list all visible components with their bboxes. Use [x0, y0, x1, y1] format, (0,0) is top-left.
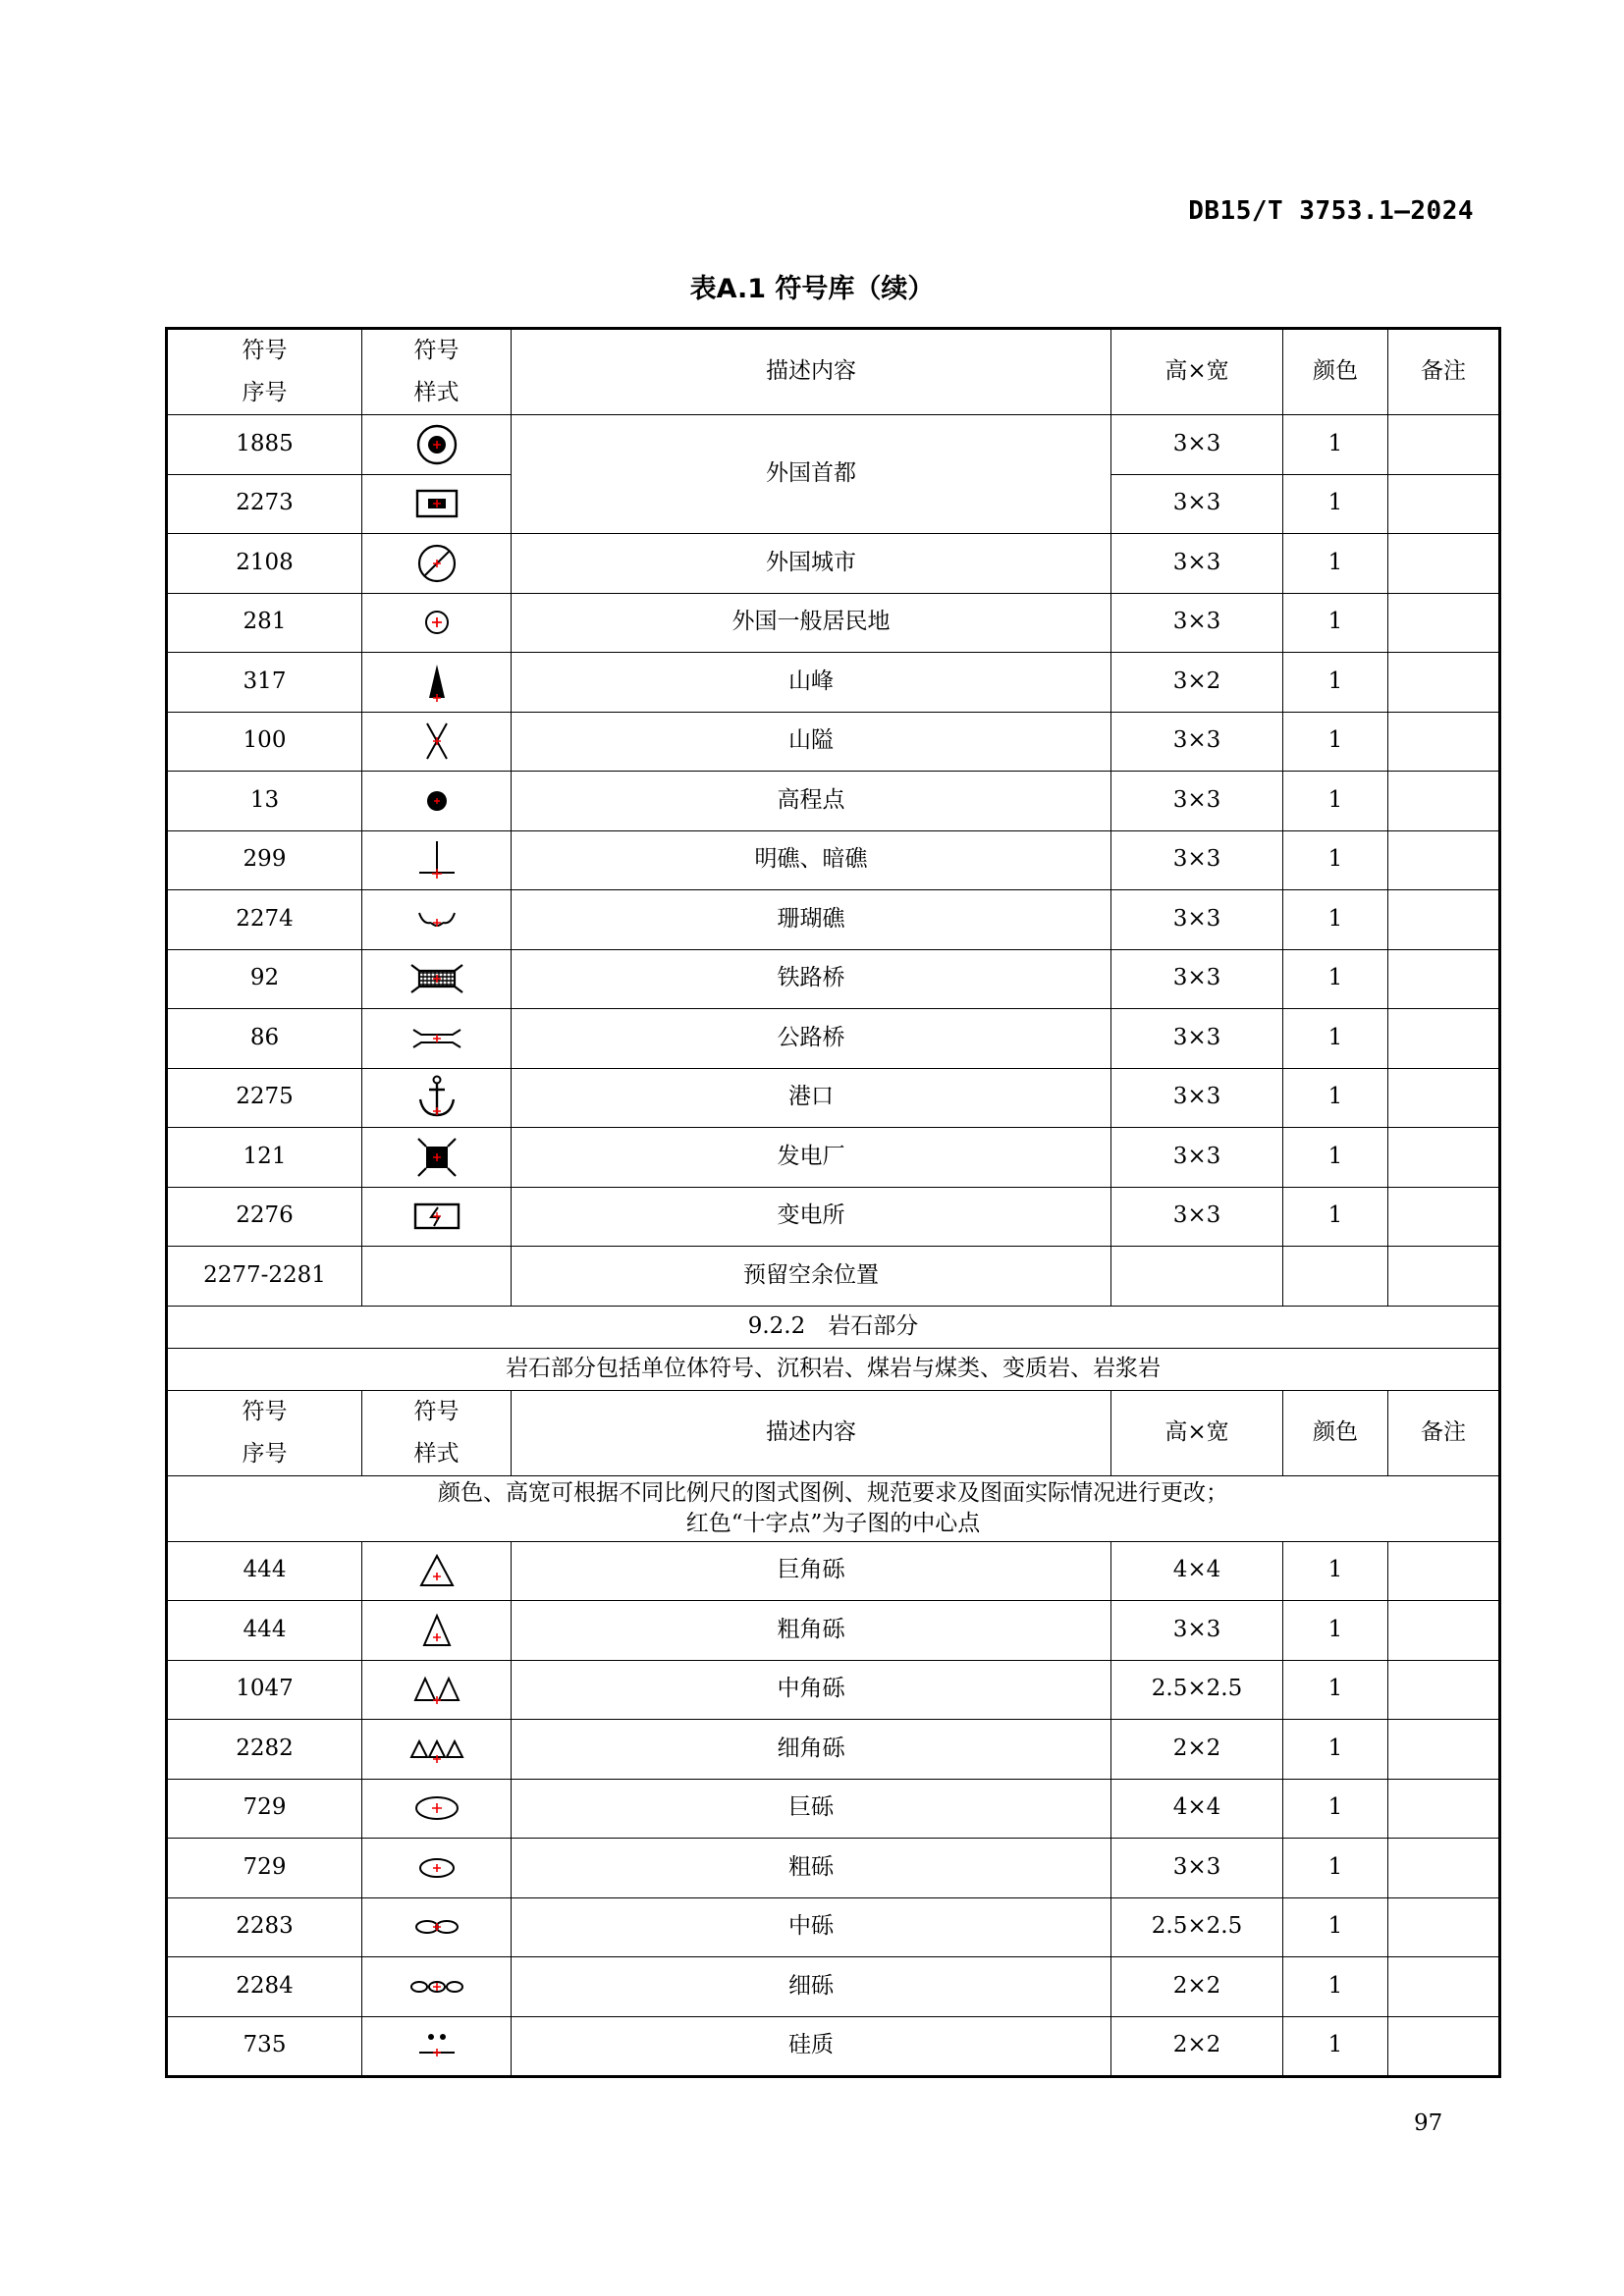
desc-cell: 发电厂: [512, 1128, 1111, 1188]
seq-cell: 100: [167, 712, 362, 772]
table-row: [167, 830, 1500, 890]
elevation-point-icon: [362, 772, 512, 831]
table-row: [167, 534, 1500, 594]
remark-cell: [1388, 593, 1500, 653]
seq-cell: 121: [167, 1128, 362, 1188]
size-cell: 3×3: [1111, 1009, 1283, 1069]
seq-cell: 1885: [167, 415, 362, 475]
desc-cell: 铁路桥: [512, 949, 1111, 1009]
table-row: [167, 1957, 1500, 2017]
remark-cell: [1388, 949, 1500, 1009]
color-cell: 1: [1283, 1601, 1388, 1661]
seq-cell: 444: [167, 1601, 362, 1661]
remark-cell: [1388, 772, 1500, 831]
table-row: [167, 772, 1500, 831]
desc-cell: 细角砾: [512, 1720, 1111, 1780]
desc-cell: 外国一般居民地: [512, 593, 1111, 653]
color-cell: 1: [1283, 1541, 1388, 1601]
header-desc: 描述内容: [512, 1390, 1111, 1475]
size-cell: 3×3: [1111, 890, 1283, 950]
boulder-gravel-icon: [362, 1779, 512, 1839]
remark-cell: [1388, 1187, 1500, 1247]
desc-cell: 粗角砾: [512, 1601, 1111, 1661]
seq-cell: 729: [167, 1839, 362, 1898]
color-cell: 1: [1283, 474, 1388, 534]
desc-cell: 山隘: [512, 712, 1111, 772]
desc-cell: 中角砾: [512, 1660, 1111, 1720]
document-code: DB15/T 3753.1—2024: [1188, 196, 1474, 226]
remark-cell: [1388, 1957, 1500, 2017]
seq-cell: 2283: [167, 1897, 362, 1957]
mountain-pass-icon: [362, 712, 512, 772]
desc-cell: 珊瑚礁: [512, 890, 1111, 950]
color-cell: 1: [1283, 1128, 1388, 1188]
desc-cell: 细砾: [512, 1957, 1111, 2017]
railway-bridge-icon: [362, 949, 512, 1009]
seq-cell: 2274: [167, 890, 362, 950]
size-cell: 3×2: [1111, 653, 1283, 713]
size-cell: 3×3: [1111, 1839, 1283, 1898]
foreign-capital-circle-icon: [362, 415, 512, 475]
section-subtitle: 岩石部分包括单位体符号、沉积岩、煤岩与煤类、变质岩、岩浆岩: [167, 1348, 1500, 1390]
size-cell: 2×2: [1111, 1720, 1283, 1780]
table-row: [167, 1128, 1500, 1188]
road-bridge-icon: [362, 1009, 512, 1069]
size-cell: [1111, 1247, 1283, 1307]
remark-cell: [1388, 1897, 1500, 1957]
color-cell: 1: [1283, 949, 1388, 1009]
table-row: [167, 1187, 1500, 1247]
size-cell: 4×4: [1111, 1779, 1283, 1839]
size-cell: 3×3: [1111, 1068, 1283, 1128]
remark-cell: [1388, 1541, 1500, 1601]
seq-cell: 13: [167, 772, 362, 831]
medium-gravel-icon: [362, 1897, 512, 1957]
remark-cell: [1388, 1779, 1500, 1839]
foreign-settlement-icon: [362, 593, 512, 653]
seq-cell: 2282: [167, 1720, 362, 1780]
desc-cell: 预留空余位置: [512, 1247, 1111, 1307]
seq-cell: 299: [167, 830, 362, 890]
section-title-row: [167, 1306, 1500, 1348]
size-cell: 4×4: [1111, 1541, 1283, 1601]
color-cell: 1: [1283, 653, 1388, 713]
table-row: [167, 415, 1500, 475]
color-cell: 1: [1283, 534, 1388, 594]
harbor-anchor-icon: [362, 1068, 512, 1128]
table-row: [167, 890, 1500, 950]
seq-cell: 444: [167, 1541, 362, 1601]
medium-breccia-icon: [362, 1660, 512, 1720]
remark-cell: [1388, 712, 1500, 772]
desc-cell: 中砾: [512, 1897, 1111, 1957]
table-row: [167, 593, 1500, 653]
desc-cell: 公路桥: [512, 1009, 1111, 1069]
size-cell: 3×3: [1111, 1601, 1283, 1661]
remark-cell: [1388, 534, 1500, 594]
size-cell: 3×3: [1111, 1128, 1283, 1188]
size-cell: 3×3: [1111, 830, 1283, 890]
table-row: [167, 1541, 1500, 1601]
header-style: 符号 样式: [362, 329, 512, 415]
header-size: 高×宽: [1111, 1390, 1283, 1475]
section-note-row: [167, 1475, 1500, 1541]
table-row: [167, 1720, 1500, 1780]
remark-cell: [1388, 1128, 1500, 1188]
mountain-peak-icon: [362, 653, 512, 713]
remark-cell: [1388, 1601, 1500, 1661]
power-plant-icon: [362, 1128, 512, 1188]
seq-cell: 2277-2281: [167, 1247, 362, 1307]
table-row: [167, 1601, 1500, 1661]
color-cell: 1: [1283, 1957, 1388, 2017]
header-remark: 备注: [1388, 329, 1500, 415]
size-cell: 3×3: [1111, 772, 1283, 831]
size-cell: 2.5×2.5: [1111, 1897, 1283, 1957]
desc-cell: 外国首都: [512, 415, 1111, 534]
foreign-city-icon: [362, 534, 512, 594]
symbol-table: [165, 327, 1501, 2078]
seq-cell: 86: [167, 1009, 362, 1069]
remark-cell: [1388, 1247, 1500, 1307]
header-size: 高×宽: [1111, 329, 1283, 415]
siliceous-icon: [362, 2016, 512, 2077]
color-cell: 1: [1283, 1009, 1388, 1069]
remark-cell: [1388, 830, 1500, 890]
color-cell: 1: [1283, 1660, 1388, 1720]
desc-cell: 山峰: [512, 653, 1111, 713]
reef-icon: [362, 830, 512, 890]
seq-cell: 1047: [167, 1660, 362, 1720]
desc-cell: 变电所: [512, 1187, 1111, 1247]
section-title: 9.2.2 岩石部分: [167, 1306, 1500, 1348]
header-remark: 备注: [1388, 1390, 1500, 1475]
color-cell: 1: [1283, 772, 1388, 831]
header-desc: 描述内容: [512, 329, 1111, 415]
color-cell: 1: [1283, 415, 1388, 475]
color-cell: 1: [1283, 1720, 1388, 1780]
header-seq: 符号 序号: [167, 329, 362, 415]
remark-cell: [1388, 1720, 1500, 1780]
fine-gravel-icon: [362, 1957, 512, 2017]
remark-cell: [1388, 1009, 1500, 1069]
seq-cell: 2276: [167, 1187, 362, 1247]
size-cell: 3×3: [1111, 1187, 1283, 1247]
fine-breccia-icon: [362, 1720, 512, 1780]
remark-cell: [1388, 474, 1500, 534]
style-cell: [362, 1247, 512, 1307]
table-row: [167, 1839, 1500, 1898]
seq-cell: 92: [167, 949, 362, 1009]
coarse-breccia-icon: [362, 1601, 512, 1661]
seq-cell: 2273: [167, 474, 362, 534]
size-cell: 2×2: [1111, 2016, 1283, 2077]
size-cell: 3×3: [1111, 534, 1283, 594]
table-row: [167, 712, 1500, 772]
color-cell: 1: [1283, 1779, 1388, 1839]
size-cell: 3×3: [1111, 415, 1283, 475]
remark-cell: [1388, 890, 1500, 950]
header-seq: 符号 序号: [167, 1390, 362, 1475]
table-row: [167, 1660, 1500, 1720]
size-cell: 3×3: [1111, 949, 1283, 1009]
color-cell: 1: [1283, 712, 1388, 772]
seq-cell: 281: [167, 593, 362, 653]
size-cell: 2×2: [1111, 1957, 1283, 2017]
desc-cell: 巨砾: [512, 1779, 1111, 1839]
page-number: 97: [1414, 2110, 1443, 2136]
table-row: [167, 653, 1500, 713]
size-cell: 3×3: [1111, 593, 1283, 653]
table-row: [167, 1779, 1500, 1839]
color-cell: [1283, 1247, 1388, 1307]
substation-icon: [362, 1187, 512, 1247]
coarse-gravel-icon: [362, 1839, 512, 1898]
table-row: [167, 1009, 1500, 1069]
remark-cell: [1388, 1068, 1500, 1128]
table-row: [167, 1897, 1500, 1957]
seq-cell: 735: [167, 2016, 362, 2077]
remark-cell: [1388, 1660, 1500, 1720]
desc-cell: 硅质: [512, 2016, 1111, 2077]
table-row: [167, 949, 1500, 1009]
coral-reef-icon: [362, 890, 512, 950]
table-row: [167, 1247, 1500, 1307]
color-cell: 1: [1283, 890, 1388, 950]
color-cell: 1: [1283, 593, 1388, 653]
desc-cell: 高程点: [512, 772, 1111, 831]
seq-cell: 317: [167, 653, 362, 713]
table-row: [167, 1068, 1500, 1128]
section-subtitle-row: [167, 1348, 1500, 1390]
remark-cell: [1388, 415, 1500, 475]
table-title: 表A.1 符号库（续）: [689, 274, 935, 304]
remark-cell: [1388, 2016, 1500, 2077]
table-header-row: [167, 329, 1500, 415]
color-cell: 1: [1283, 1068, 1388, 1128]
color-cell: 1: [1283, 830, 1388, 890]
section-note: 颜色、高宽可根据不同比例尺的图式图例、规范要求及图面实际情况进行更改； 红色“十字点”为子图的中心点: [167, 1475, 1500, 1541]
header-color: 颜色: [1283, 1390, 1388, 1475]
header-color: 颜色: [1283, 329, 1388, 415]
seq-cell: 729: [167, 1779, 362, 1839]
desc-cell: 粗砾: [512, 1839, 1111, 1898]
remark-cell: [1388, 1839, 1500, 1898]
color-cell: 1: [1283, 2016, 1388, 2077]
size-cell: 3×3: [1111, 474, 1283, 534]
table-header-row: [167, 1390, 1500, 1475]
seq-cell: 2108: [167, 534, 362, 594]
seq-cell: 2284: [167, 1957, 362, 2017]
desc-cell: 港口: [512, 1068, 1111, 1128]
desc-cell: 外国城市: [512, 534, 1111, 594]
foreign-capital-rect-icon: [362, 474, 512, 534]
color-cell: 1: [1283, 1187, 1388, 1247]
color-cell: 1: [1283, 1839, 1388, 1898]
size-cell: 2.5×2.5: [1111, 1660, 1283, 1720]
remark-cell: [1388, 653, 1500, 713]
color-cell: 1: [1283, 1897, 1388, 1957]
table-row: [167, 2016, 1500, 2077]
desc-cell: 巨角砾: [512, 1541, 1111, 1601]
seq-cell: 2275: [167, 1068, 362, 1128]
boulder-breccia-icon: [362, 1541, 512, 1601]
desc-cell: 明礁、暗礁: [512, 830, 1111, 890]
size-cell: 3×3: [1111, 712, 1283, 772]
header-style: 符号 样式: [362, 1390, 512, 1475]
